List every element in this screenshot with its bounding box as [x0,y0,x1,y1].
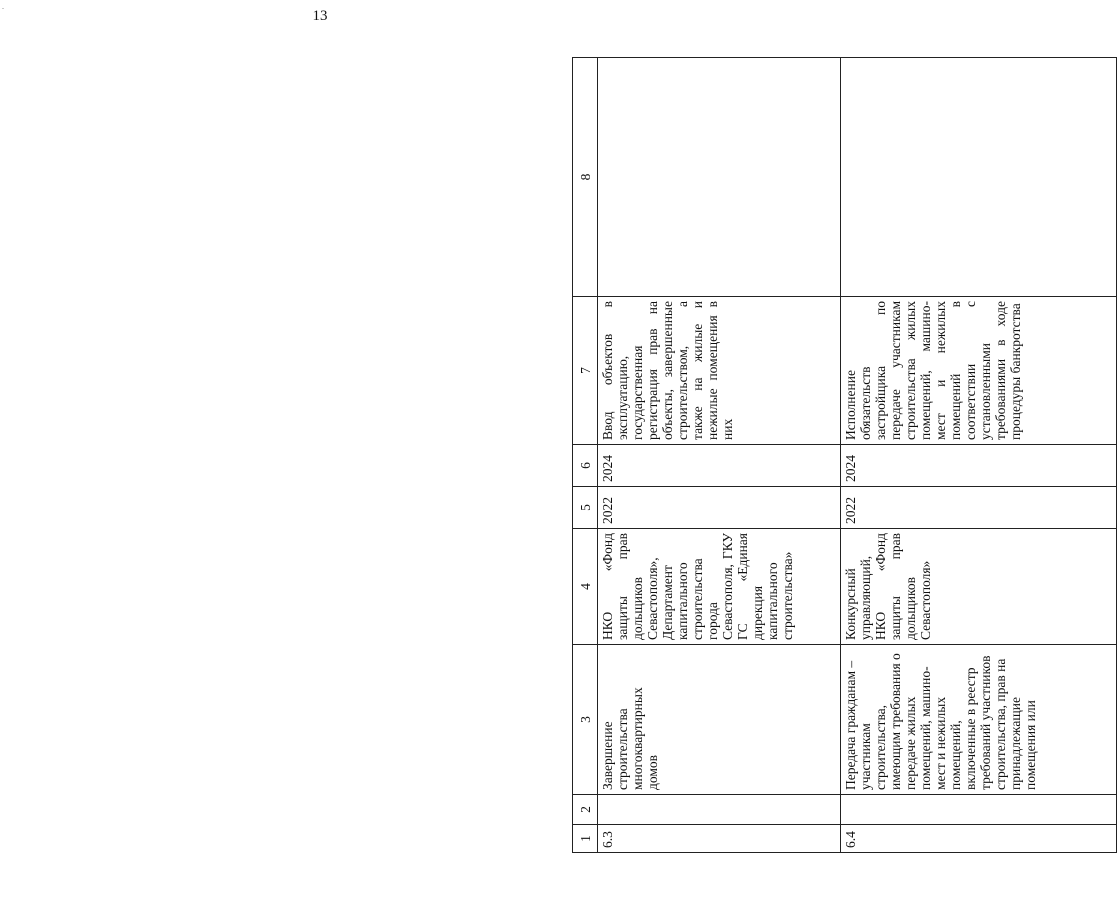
table-row [841,58,1117,853]
row-number: 6.4 [841,825,1117,853]
row-col2 [841,795,1117,825]
end-year: 2024 [598,445,841,487]
header-cell-4: 4 [573,529,598,645]
event-name: Передача гражданам – участникам строительства, имеющим требования о передаче жилых помещений, машино-мест и нежилых помещений, включенные в реестр требований участников строительства, прав на принадлежащие помещения или [841,645,1117,795]
executor: НКО «Фонд защиты прав дольщиков Севастополя», Департамент капитального строительства города Севастополя, ГКУ ГС «Единая дирекция капитального строительства» [598,529,841,645]
header-cell-6: 6 [573,445,598,487]
end-year: 2024 [841,445,1117,487]
start-year: 2022 [841,487,1117,529]
executor: Конкурсный управляющий, НКО «Фонд защиты прав дольщиков Севастополя» [841,529,1117,645]
row-number: 6.3 [598,825,841,853]
row-col8 [598,58,841,297]
expected-result: Ввод объектов в эксплуатацию, государственная регистрация прав на объекты, завершенные строительством, а также на жилые и нежилые помещения в них [598,297,841,445]
expected-result: Исполнение обязательств застройщика по передаче участникам строительства жилых помещений, машино-мест и нежилых помещений в соответствии с установленными требованиями в ходе процедуры банкротства [841,297,1117,445]
header-cell-2: 2 [573,795,598,825]
header-cell-3: 3 [573,645,598,795]
header-row [573,58,598,853]
event-name: Завершение строительства многоквартирных домов [598,645,841,795]
margin-mark: . [2,2,4,11]
header-cell-7: 7 [573,297,598,445]
start-year: 2022 [598,487,841,529]
table-row [598,58,841,853]
rotated-table-wrapper [572,58,1110,853]
row-col8 [841,58,1117,297]
header-cell-8: 8 [573,58,598,297]
page-number: 13 [312,8,328,24]
row-col2 [598,795,841,825]
header-cell-1: 1 [573,825,598,853]
program-table [572,57,1117,853]
header-cell-5: 5 [573,487,598,529]
